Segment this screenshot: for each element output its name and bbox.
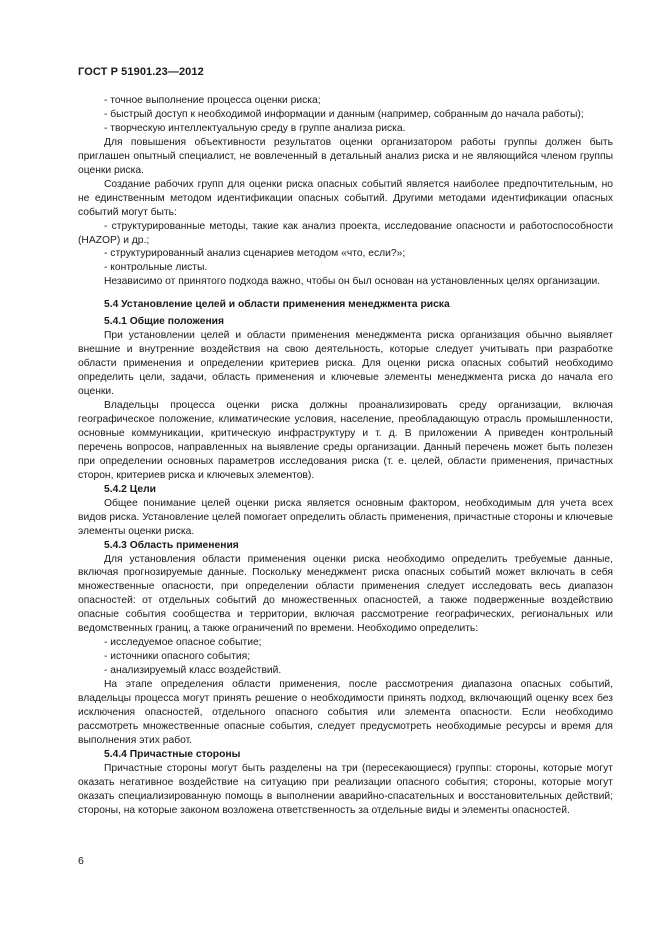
list-item: - исследуемое опасное событие; <box>104 637 262 649</box>
list-item: - структурированные методы, такие как анализ проекта, исследование опасности и работоспособности (HAZOP) и др.; <box>78 220 613 246</box>
list-item: - быстрый доступ к необходимой информации и данным (например, собранным до начала работы); <box>104 108 584 120</box>
paragraph: Независимо от принятого подхода важно, чтобы он был основан на установленных целях организации. <box>104 276 601 288</box>
list-item: - анализируемый класс воздействий. <box>104 665 282 677</box>
list-item: - точное выполнение процесса оценки риска; <box>104 95 321 106</box>
list-item: - творческую интеллектуальную среду в группе анализа риска. <box>104 122 406 134</box>
paragraph: Для установления области применения оценки риска необходимо определить требуемые данные, включая прогнозируемые данные. Поскольку менеджмент риска опасных событий может включать в себя множественные опасности, при определении области применения следует исследовать весь диапазон опасностей: от отдельных событий до множественных опасностей, а также подверженные воздействию опасные события сообщества и территории, включая рассмотрение географических, региональных или ведомственных границ, а также ограничений по времени. Необходимо определить: <box>78 553 613 635</box>
page-number: 6 <box>78 855 84 867</box>
subsection-heading: 5.4.2 Цели <box>104 483 157 495</box>
list-item: - источники опасного события; <box>104 651 251 663</box>
section-heading: 5.4 Установление целей и области применения менеджмента риска <box>104 299 450 311</box>
list-item: - структурированный анализ сценариев методом «что, если?»; <box>104 248 406 260</box>
paragraph: Общее понимание целей оценки риска является основным фактором, необходимым для учета всех видов риска. Установление целей помогает определить область применения, причастные стороны и ключевые элементы оценки риска. <box>78 497 613 537</box>
list-item: - контрольные листы. <box>104 262 208 274</box>
paragraph: Причастные стороны могут быть разделены на три (пересекающиеся) группы: стороны, которые могут оказать негативное воздействие на ситуацию при реализации опасного события; стороны, которые могут оказать специализированную помощь в выполнении аварийно-спасательных и восстановительных действий; стороны, на которые законом возложена ответственность за отдельные виды и элементы опасностей. <box>78 762 613 816</box>
paragraph: На этапе определения области применения, после рассмотрения диапазона опасных событий, владельцы процесса могут принять решение о необходимости принять подход, включающий оценку всех без исключения опасностей, отдельного опасного события или элемента опасности. Если необходимо рассмотреть множественные опасные события, следует предусмотреть необходимые ресурсы и время для выполнения этих работ. <box>78 679 613 746</box>
paragraph: При установлении целей и области применения менеджмента риска организация обычно выявляет внешние и внутренние воздействия на свою деятельность, которые следует учитывать при разработке области применения и определении критериев риска. Для оценки риска опасных событий необходимо определить цели, задачи, область применения и ключевые элементы менеджмента риска до начала его оценки. <box>78 330 613 398</box>
paragraph: Для повышения объективности результатов оценки организатором работы группы должен быть приглашен опытный специалист, не вовлеченный в детальный анализ риска и не являющийся членом группы оценки риска. <box>78 136 613 176</box>
subsection-heading: 5.4.1 Общие положения <box>104 316 224 328</box>
paragraph: Владельцы процесса оценки риска должны проанализировать среду организации, включая географическое положение, климатические условия, население, преобладающую отрасль промышленности, основные коммуникации, критическую инфраструктуру и т. д. В приложении А приведен контрольный перечень вопросов, направленных на выявление среды организации. Данный перечень может быть полезен при определении основных параметров исследования риска (т. е. целей, области применения, причастных сторон, критериев риска и ключевых элементов). <box>78 400 613 481</box>
document-body <box>78 94 613 818</box>
paragraph: Создание рабочих групп для оценки риска опасных событий является наиболее предпочтительным, но не единственным методом идентификации опасных событий. Другими методами идентификации опасных событий могут быть: <box>78 178 613 218</box>
subsection-heading: 5.4.3 Область применения <box>104 539 239 551</box>
page-header-standard-id: ГОСТ Р 51901.23—2012 <box>78 66 204 78</box>
subsection-heading: 5.4.4 Причастные стороны <box>104 748 241 760</box>
